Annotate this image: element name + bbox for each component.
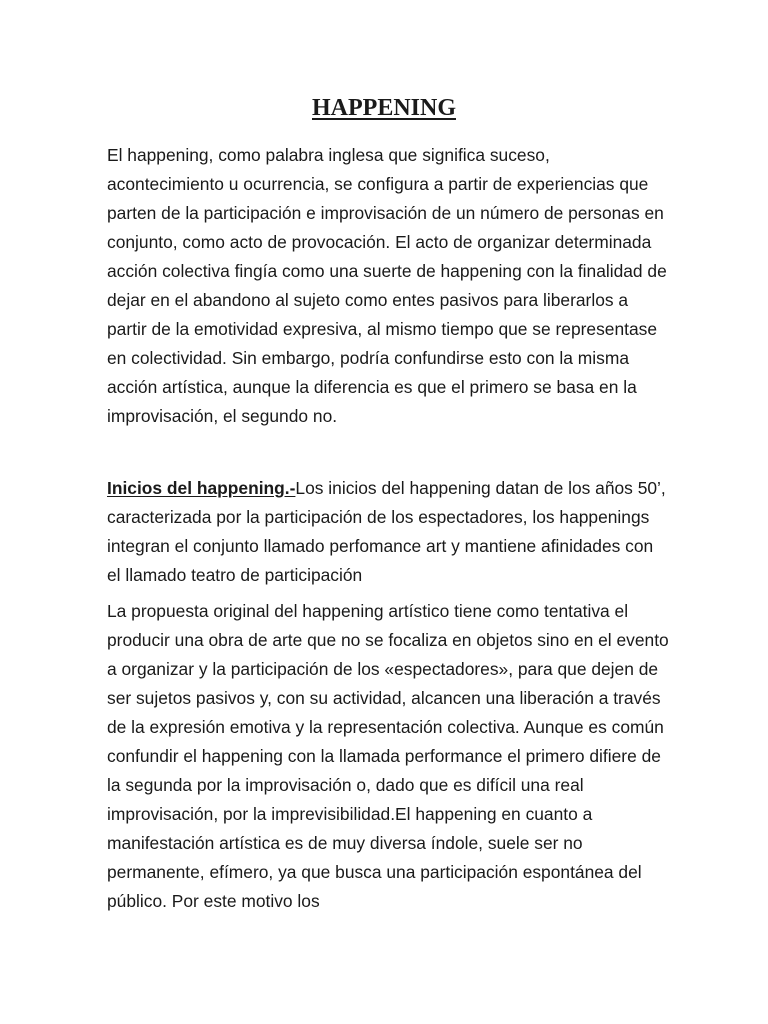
paragraph-proposal: La propuesta original del happening artístico tiene como tentativa el producir una obra de arte que no se focaliza en objetos sino en el evento a organizar y la participación de los «espectadores», para que dejen de ser sujetos pasivos y, con su actividad, alcancen una liberación a través de la expresión emotiva y la representación colectiva. Aunque es común confundir el happening con la llamada performance el primero difiere de la segunda por la improvisación o, dado que es difícil una real improvisación, por la imprevisibilidad.El happening en cuanto a manifestación artística es de muy diversa índole, suele ser no permanente, efímero, ya que busca una participación espontánea del público. Por este motivo los — [107, 601, 669, 911]
paragraph-origins — [107, 474, 671, 590]
section-heading-origins: Inicios del happening.- — [107, 478, 296, 498]
document-title: HAPPENING — [312, 95, 456, 121]
paragraph-origins-text: Los inicios del happening datan de los años 50’, caracterizada por la participación de los espectadores, los happenings integran el conjunto llamado perfomance art y mantiene afinidades con el llamado teatro de participación — [107, 478, 666, 585]
paragraph-intro: El happening, como palabra inglesa que significa suceso, acontecimiento u ocurrencia, se configura a partir de experiencias que parten de la participación e improvisación de un número de personas en conjunto, como acto de provocación. El acto de organizar determinada acción colectiva fingía como una suerte de happening con la finalidad de dejar en el abandono al sujeto como entes pasivos para liberarlos a partir de la emotividad expresiva, al mismo tiempo que se representase en colectividad. Sin embargo, podría confundirse esto con la misma acción artística, aunque la diferencia es que el primero se basa en la improvisación, el segundo no. — [107, 145, 667, 426]
